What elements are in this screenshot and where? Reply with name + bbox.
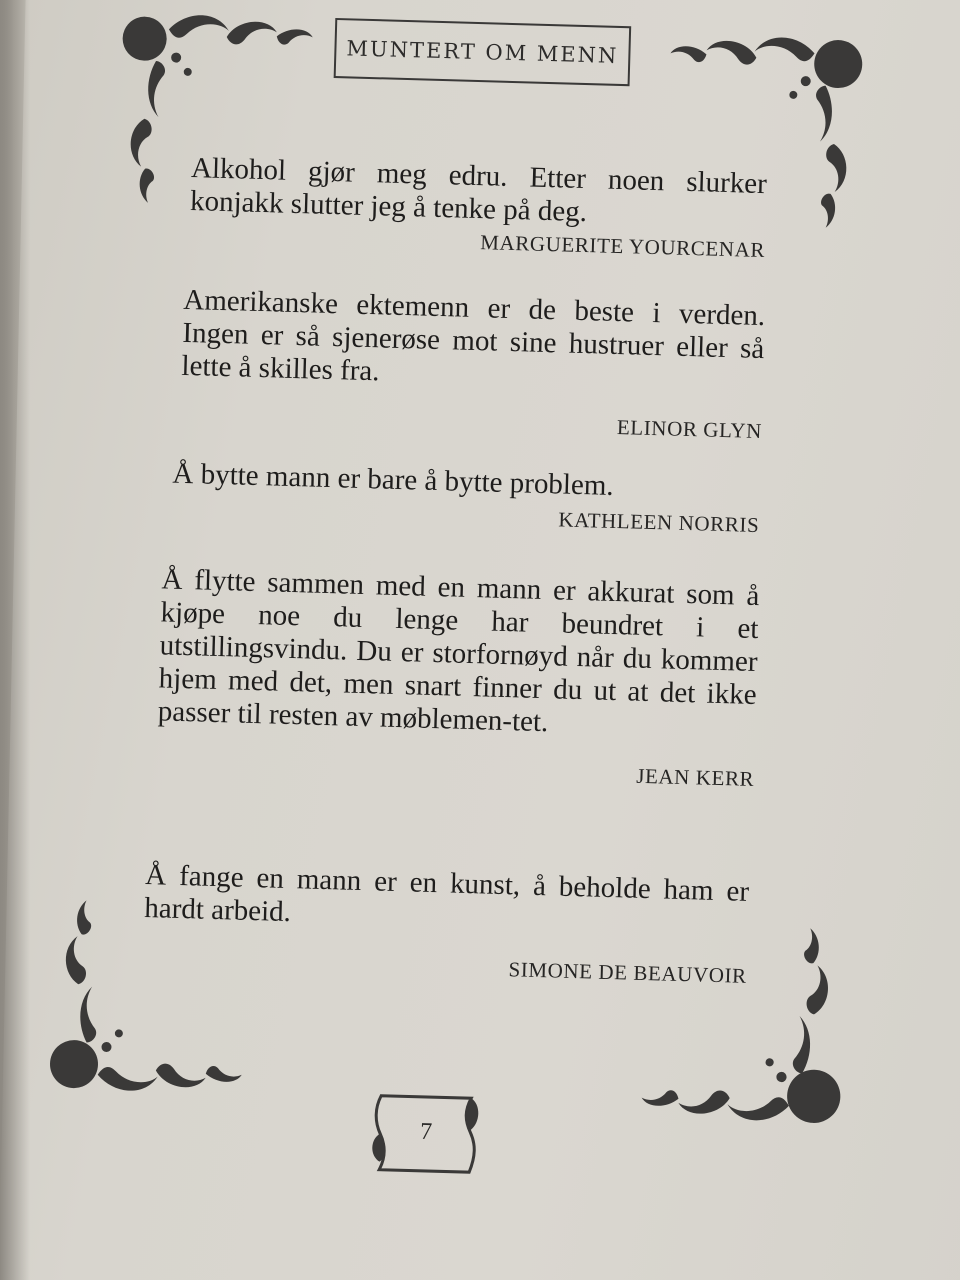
quote-author: ELINOR GLYN: [616, 415, 763, 444]
quote-text: Amerikanske ektemenn er de beste i verden. Ingen er så sjenerøse mot sine hustruer eller så lette å skilles fra.: [181, 283, 766, 388]
quote-block: [143, 859, 750, 989]
quote-author: KATHLEEN NORRIS: [558, 507, 760, 538]
quote-text: Å flytte sammen med en mann er akkurat som å kjøpe noe du lenge har beundret i et utstillingsvindu. Du er storfornøyd når du kommer hjem med det, men snart finner du ut at det ikke passer til resten av møblemen-tet.: [157, 563, 760, 739]
quote-block: [180, 284, 766, 444]
quote-text: Alkohol gjør meg edru. Etter noen slurker konjakk slutter jeg å tenke på deg.: [189, 152, 768, 229]
running-header-title: MUNTERT OM MENN: [346, 36, 619, 68]
page-number-frame: [365, 1087, 487, 1180]
quote-text: Å bytte mann er bare å bytte problem.: [172, 457, 615, 502]
running-header-box: [334, 18, 632, 86]
page-number: 7: [419, 1118, 433, 1146]
quote-block: [189, 152, 767, 263]
quote-author: SIMONE DE BEAUVOIR: [508, 957, 748, 988]
quote-author: MARGUERITE YOURCENAR: [479, 230, 766, 263]
quote-block: [156, 563, 760, 792]
quote-author: JEAN KERR: [635, 763, 755, 791]
quote-block: [171, 458, 761, 538]
quote-text: Å fange en mann er en kunst, å beholde ham er hardt arbeid.: [143, 859, 750, 929]
